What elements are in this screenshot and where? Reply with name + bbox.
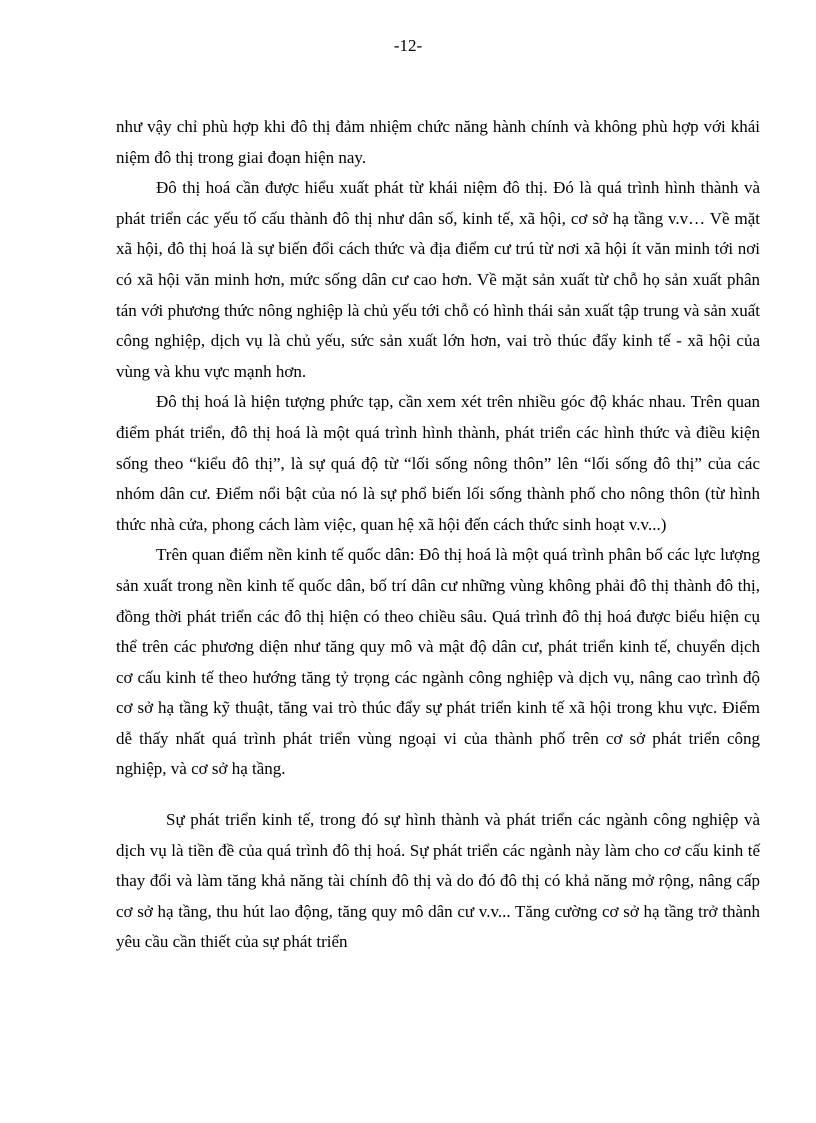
paragraph-national-economy-view: Trên quan điểm nền kinh tế quốc dân: Đô thị hoá là một quá trình phân bố các lực lượng sản xuất trong nền kinh tế quốc dân, bố trí dân cư những vùng không phải đô thị thành đô thị, đồng thời phát triển các đô thị hiện có theo chiều sâu. Quá trình đô thị hoá được biểu hiện cụ thể trên các phương diện như tăng quy mô và mật độ dân cư, phát triển kinh tế, chuyển dịch cơ cấu kinh tế theo hướng tăng tỷ trọng các ngành công nghiệp và dịch vụ, nâng cao trình độ cơ sở hạ tầng kỹ thuật, tăng vai trò thúc đẩy sự phát triển kinh tế xã hội trong khu vực. Điểm dễ thấy nhất quá trình phát triển vùng ngoại vi của thành phố trên cơ sở phát triển công nghiệp, và cơ sở hạ tầng. xyxy=(116,545,760,779)
paragraph-development-view: Đô thị hoá là hiện tượng phức tạp, cần xem xét trên nhiều góc độ khác nhau. Trên quan điểm phát triển, đô thị hoá là một quá trình hình thành, phát triển các hình thức và điều kiện sống theo “kiểu đô thị”, là sự quá độ từ “lối sống nông thôn” lên “lối sống đô thị” của các nhóm dân cư. Điểm nổi bật của nó là sự phổ biến lối sống thành phố cho nông thôn (từ hình thức nhà cửa, phong cách làm việc, quan hệ xã hội đến cách thức sinh hoạt v.v...) xyxy=(116,392,760,534)
paragraph-continuation: như vậy chỉ phù hợp khi đô thị đảm nhiệm chức năng hành chính và không phù hợp với khái niệm đô thị trong giai đoạn hiện nay. xyxy=(116,117,760,167)
document-body xyxy=(116,112,760,958)
paragraph-urbanization-definition: Đô thị hoá cần được hiểu xuất phát từ khái niệm đô thị. Đó là quá trình hình thành và phát triển các yếu tố cấu thành đô thị như dân số, kinh tế, xã hội, cơ sở hạ tầng v.v… Về mặt xã hội, đô thị hoá là sự biến đổi cách thức và địa điểm cư trú từ nơi xã hội ít văn minh tới nơi có xã hội văn minh hơn, mức sống dân cư cao hơn. Về mặt sản xuất từ chỗ họ sản xuất phân tán với phương thức nông nghiệp là chủ yếu tới chỗ có hình thái sản xuất tập trung và sản xuất công nghiệp, dịch vụ là chủ yếu, sức sản xuất lớn hơn, vai trò thúc đẩy kinh tế - xã hội của vùng và khu vực mạnh hơn. xyxy=(116,178,760,381)
paragraph-economic-development: Sự phát triển kinh tế, trong đó sự hình thành và phát triển các ngành công nghiệp và dịch vụ là tiền đề của quá trình đô thị hoá. Sự phát triển các ngành này làm cho cơ cấu kinh tế thay đổi và làm tăng khả năng tài chính đô thị và do đó đô thị có khả năng mở rộng, nâng cấp cơ sở hạ tầng, thu hút lao động, tăng quy mô dân cư v.v... Tăng cường cơ sở hạ tầng trở thành yêu cầu cần thiết của sự phát triển xyxy=(116,810,760,952)
page-number: -12- xyxy=(393,36,423,55)
